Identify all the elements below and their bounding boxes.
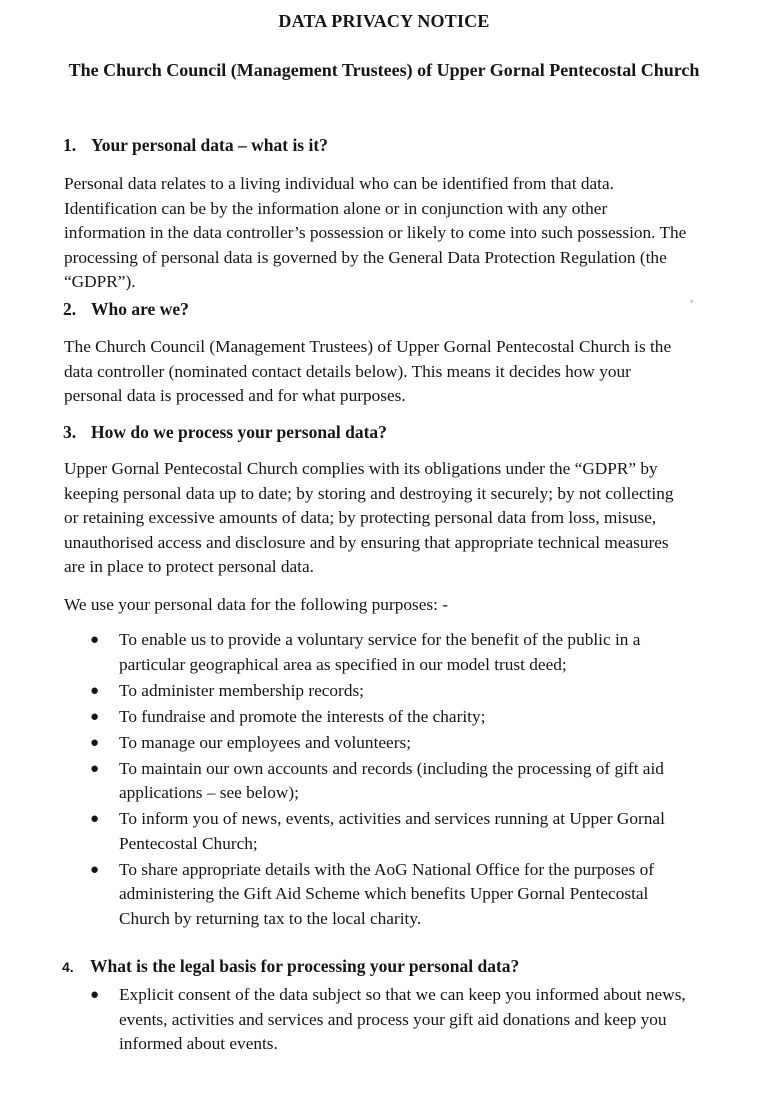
bullet-icon: ●: [90, 682, 100, 699]
section-3-intro: We use your personal data for the following purposes: -: [64, 595, 448, 614]
scan-speck-mark: ◦: [690, 296, 694, 306]
section-4-basis-list: [0, 983, 686, 1058]
section-3-title: How do we process your personal data?: [91, 422, 387, 442]
section-3-number: 3.: [63, 422, 77, 442]
section-2-paragraph: [64, 335, 744, 409]
list-item: ● To maintain our own accounts and records (including the processing of gift aid applications – see below);: [90, 758, 664, 802]
paragraph-line: Personal data relates to a living individual who can be identified from that data.: [64, 174, 614, 193]
section-4-number: 4.: [62, 959, 74, 975]
section-2-heading: [63, 299, 189, 320]
section-3-heading: [63, 422, 387, 443]
bullet-icon: ●: [90, 811, 100, 827]
paragraph-line: The Church Council (Management Trustees) of Upper Gornal Pentecostal Church is the: [64, 337, 672, 356]
list-item: ● To enable us to provide a voluntary service for the benefit of the public in a particular geographical area as specified in our model trust deed;: [90, 630, 641, 674]
list-item: ● To inform you of news, events, activities and services running at Upper Gornal Pentecostal Church;: [90, 809, 665, 853]
list-item: ● To administer membership records;: [0, 679, 665, 704]
paragraph-line: Upper Gornal Pentecostal Church complies with its obligations under the “GDPR” by: [64, 459, 658, 478]
paragraph-line: personal data is processed and for what purposes.: [64, 386, 406, 405]
bullet-icon: ●: [90, 760, 100, 777]
bullet-icon: ●: [90, 632, 100, 648]
paragraph-line: “GDPR”).: [64, 272, 136, 291]
section-2-number: 2.: [63, 299, 77, 319]
paragraph-line: Identification can be by the information alone or in conjunction with any other: [64, 198, 608, 218]
list-item: ● To share appropriate details with the AoG National Office for the purposes of administering the Gift Aid Scheme which benefits Upper Gornal Pentecostal Church by returning tax to the local charity.: [90, 859, 654, 928]
document-subtitle: The Church Council (Management Trustees) of Upper Gornal Pentecostal Church: [68, 60, 700, 80]
paragraph-line: data controller (nominated contact details below). This means it decides how your: [64, 361, 631, 381]
paragraph-line: are in place to protect personal data.: [64, 557, 314, 576]
bullet-icon: ●: [90, 987, 100, 1003]
document-title: DATA PRIVACY NOTICE: [278, 11, 490, 31]
paragraph-line: keeping personal data up to date; by storing and destroying it securely; by not collecting: [64, 483, 674, 503]
section-2-title: Who are we?: [91, 299, 189, 319]
section-1-paragraph: [64, 172, 744, 295]
paragraph-line: processing of personal data is governed by the General Data Protection Regulation (the: [64, 247, 667, 267]
section-1-title: Your personal data – what is it?: [91, 135, 328, 155]
section-1-number: 1.: [63, 135, 77, 155]
section-3-purpose-list: [0, 628, 665, 933]
paragraph-line: or retaining excessive amounts of data; by protecting personal data from loss, misuse,: [64, 508, 657, 527]
bullet-icon: ●: [90, 861, 100, 878]
section-4-title: What is the legal basis for processing your personal data?: [90, 956, 520, 976]
bullet-icon: ●: [90, 708, 100, 725]
section-4-heading: [62, 956, 519, 977]
section-1-heading: [63, 135, 328, 156]
list-item: ● To fundraise and promote the interests of the charity;: [0, 705, 665, 730]
bullet-icon: ●: [90, 734, 100, 751]
section-3-paragraph: [64, 457, 744, 580]
paragraph-line: unauthorised access and disclosure and by ensuring that appropriate technical measures: [64, 532, 669, 552]
list-item: ● To manage our employees and volunteers;: [0, 731, 665, 756]
paragraph-line: information in the data controller’s possession or likely to come into such possession. The: [64, 223, 687, 242]
list-item: ● Explicit consent of the data subject so that we can keep you informed about news, events, activities and services and process your gift aid donations and keep you informed about events.: [90, 985, 686, 1053]
